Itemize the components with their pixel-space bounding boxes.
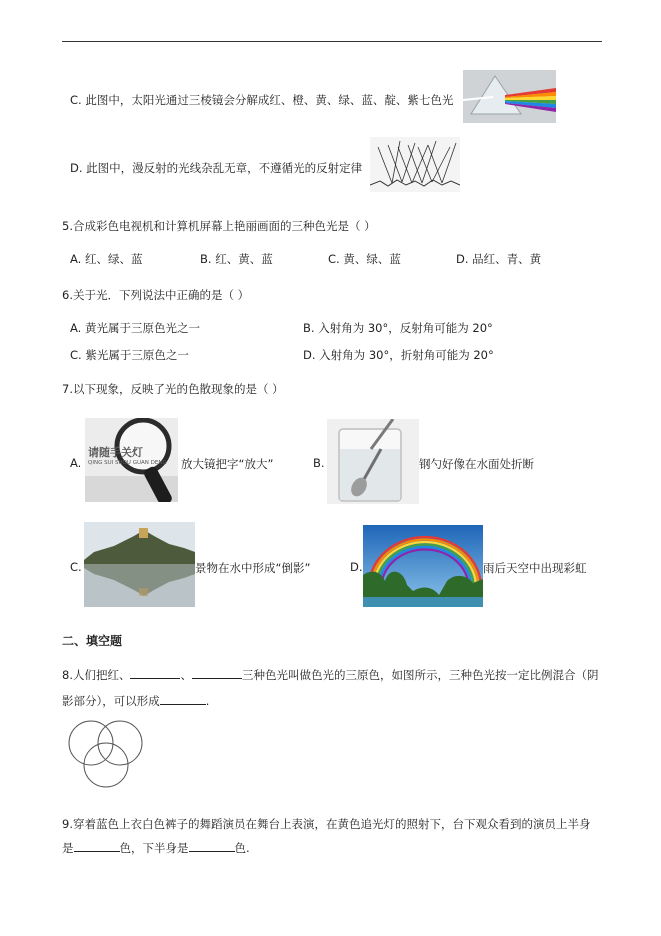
q4-option-c: C. 此图中，太阳光通过三棱镜会分解成红、橙、黄、绿、蓝、靛、紫七色光 bbox=[70, 93, 454, 107]
q9-line2-end: 色. bbox=[234, 841, 250, 855]
q7-a-letter: A. bbox=[70, 456, 82, 470]
spoon-in-water-image bbox=[327, 419, 419, 504]
q9-line2-mid: 色，下半身是 bbox=[119, 841, 189, 855]
prism-image bbox=[463, 70, 556, 123]
q6-option-c: C. 紫光属于三原色之一 bbox=[70, 348, 189, 362]
magnifier-image bbox=[85, 418, 178, 502]
q7-stem: 7.以下现象，反映了光的色散现象的是（ ） bbox=[62, 382, 284, 396]
q7-c-text: 景物在水中形成“倒影” bbox=[195, 561, 311, 575]
q9-line2-start: 是 bbox=[62, 841, 74, 855]
q4-option-d: D. 此图中，漫反射的光线杂乱无章，不遵循光的反射定律 bbox=[70, 161, 363, 175]
q6-option-b: B. 入射角为 30°，反射角可能为 20° bbox=[303, 321, 493, 335]
rainbow-image bbox=[363, 525, 483, 607]
three-circles-diagram bbox=[66, 718, 146, 790]
q8-line1-end: 三种色光叫做色光的三原色，如图所示，三种色光按一定比例混合（阴 bbox=[241, 668, 599, 682]
q8-blank-1[interactable] bbox=[130, 667, 180, 679]
q7-d-letter: D. bbox=[350, 560, 363, 574]
magnifier-sign-pinyin: QING SUI SHOU GUAN DENG bbox=[88, 460, 167, 466]
q5-option-d: D. 品红、青、黄 bbox=[456, 252, 542, 266]
q7-a-text: 放大镜把字“放大” bbox=[181, 457, 274, 471]
q8-line1-sep: 、 bbox=[180, 668, 192, 682]
q7-c-letter: C. bbox=[70, 560, 82, 574]
q5-option-b: B. 红、黄、蓝 bbox=[200, 252, 273, 266]
q8-blank-2[interactable] bbox=[192, 667, 242, 679]
q9-line1: 9.穿着蓝色上衣白色裤子的舞蹈演员在舞台上表演，在黄色追光灯的照射下，台下观众看到的演员上半身 bbox=[62, 817, 591, 831]
q5-stem: 5.合成彩色电视机和计算机屏幕上艳丽画面的三种色光是（ ） bbox=[62, 219, 376, 233]
diffuse-reflection-image bbox=[370, 137, 460, 192]
magnifier-sign-text: 请随手关灯 bbox=[88, 446, 143, 459]
q8-line1-start: 8.人们把红、 bbox=[62, 668, 131, 682]
q6-stem: 6.关于光．下列说法中正确的是（ ） bbox=[62, 288, 250, 302]
q8-blank-3[interactable] bbox=[160, 693, 206, 705]
q8-line2 bbox=[62, 693, 209, 709]
q7-d-text: 雨后天空中出现彩虹 bbox=[483, 561, 587, 575]
q5-option-a: A. 红、绿、蓝 bbox=[70, 252, 143, 266]
q6-option-d: D. 入射角为 30°，折射角可能为 20° bbox=[303, 348, 494, 362]
q9-blank-1[interactable] bbox=[74, 840, 120, 852]
q9-line2 bbox=[62, 840, 250, 856]
q7-b-letter: B. bbox=[313, 456, 325, 470]
reflection-image bbox=[84, 522, 195, 607]
q8-line2-start: 影部分），可以形成 bbox=[62, 694, 160, 708]
q8-line1 bbox=[62, 667, 598, 683]
q6-option-a: A. 黄光属于三原色光之一 bbox=[70, 321, 200, 335]
q9-blank-2[interactable] bbox=[189, 840, 235, 852]
q8-line2-end: . bbox=[205, 694, 210, 708]
q7-b-text: 钢勺好像在水面处折断 bbox=[419, 457, 534, 471]
header-rule bbox=[62, 41, 602, 42]
section-title: 二、填空题 bbox=[62, 634, 123, 648]
q5-option-c: C. 黄、绿、蓝 bbox=[328, 252, 401, 266]
